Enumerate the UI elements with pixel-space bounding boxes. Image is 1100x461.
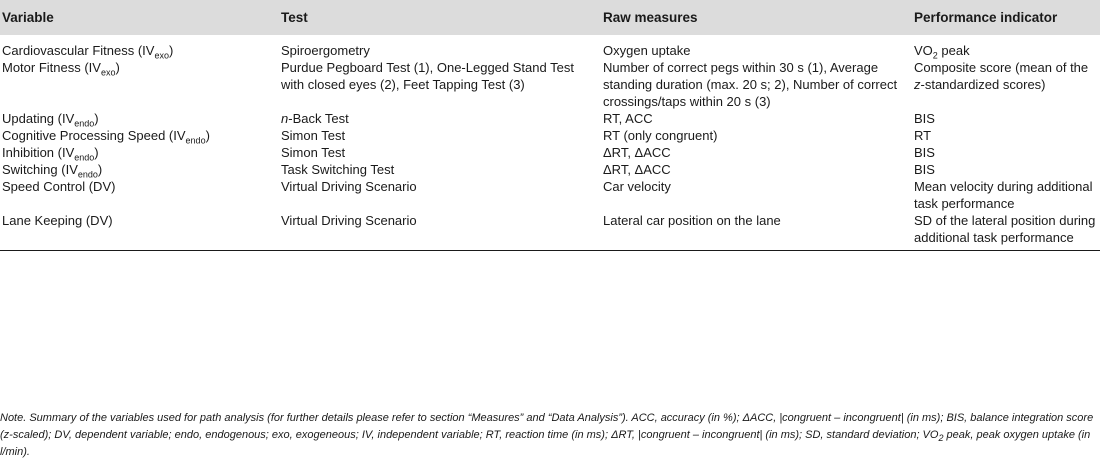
note-subscript: 2 [938, 433, 944, 444]
table-row [0, 144, 1100, 161]
cell-variable [0, 161, 279, 178]
cell-text: Switching (IV [2, 162, 78, 177]
cell-variable [0, 35, 279, 59]
cell-text-end: -standardized scores) [920, 77, 1046, 92]
header-performance-indicator: Performance indicator [912, 0, 1100, 35]
cell-text: ΔRT, ΔACC [603, 145, 671, 160]
table-body [0, 35, 1100, 251]
cell-raw-measures [601, 161, 912, 178]
cell-text: BIS [914, 162, 935, 177]
cell-text: Composite score (mean of the [914, 60, 1089, 75]
cell-variable [0, 212, 279, 251]
header-raw-measures: Raw measures [601, 0, 912, 35]
cell-text: SD of the lateral position during additional task performance [914, 213, 1096, 245]
cell-text: Virtual Driving Scenario [281, 179, 417, 194]
cell-variable [0, 127, 279, 144]
cell-test [279, 144, 601, 161]
cell-test [279, 178, 601, 212]
cell-text: Purdue Pegboard Test (1), One-Legged Stand Test with closed eyes (2), Feet Tapping Test (3) [281, 60, 574, 92]
cell-text: Number of correct pegs within 30 s (1), Average standing duration (max. 20 s; 2), Number of correct crossings/taps within 20 s (3) [603, 60, 898, 109]
note-text: Note. Summary of the variables used for path analysis (for further details please refer to section “Measures” and “Data Analysis”). ACC, accuracy (in %); ΔACC, |congruent – incongruent| (in ms); BIS, balance integration score (z-scaled); DV, dependent variable; endo, endogenous; exo, exogeneous; IV, independent variable; RT, reaction time (in ms); ΔRT, |congruent – incongruent| (in ms); SD, standard deviation; VO [0, 412, 1094, 441]
cell-text-end: ) [94, 145, 99, 160]
cell-text: RT, ACC [603, 111, 653, 126]
table-row [0, 59, 1100, 110]
cell-test [279, 212, 601, 251]
cell-text: Mean velocity during additional task performance [914, 179, 1093, 211]
cell-performance-indicator [912, 161, 1100, 178]
header-row [0, 0, 1100, 35]
cell-subscript: endo [77, 169, 98, 180]
cell-raw-measures [601, 127, 912, 144]
cell-text-end: peak [937, 43, 970, 58]
cell-text: Speed Control (DV) [2, 179, 116, 194]
cell-performance-indicator [912, 144, 1100, 161]
cell-subscript: 2 [932, 50, 938, 61]
cell-test [279, 161, 601, 178]
cell-test [279, 59, 601, 110]
cell-text: Cardiovascular Fitness (IV [2, 43, 155, 58]
cell-text-end: ) [97, 162, 103, 177]
cell-text: Simon Test [281, 128, 346, 143]
cell-text: RT [914, 128, 932, 143]
cell-variable [0, 110, 279, 127]
cell-raw-measures [601, 59, 912, 110]
table-row [0, 110, 1100, 127]
cell-text: Task Switching Test [281, 162, 395, 177]
cell-raw-measures [601, 144, 912, 161]
cell-subscript: endo [74, 118, 95, 129]
cell-text: Spiroergometry [281, 43, 370, 58]
cell-text: Inhibition (IV [2, 145, 75, 160]
note-text-end: peak, peak oxygen uptake (in l/min). [0, 429, 1091, 458]
cell-text-end: ) [115, 60, 120, 75]
cell-performance-indicator [912, 59, 1100, 110]
cell-text: Updating (IV [2, 111, 75, 126]
cell-text-end: -Back Test [288, 111, 349, 126]
cell-test [279, 127, 601, 144]
table-row [0, 35, 1100, 59]
cell-text: Lateral car position on the lane [603, 213, 781, 228]
table-row [0, 127, 1100, 144]
cell-italic-text: n [281, 111, 289, 126]
cell-test [279, 35, 601, 59]
cell-text: BIS [914, 145, 935, 160]
cell-italic-text: z [914, 77, 921, 92]
cell-text: Motor Fitness (IV [2, 60, 101, 75]
table-row [0, 178, 1100, 212]
cell-text: Cognitive Processing Speed (IV [2, 128, 186, 143]
cell-subscript: endo [74, 152, 95, 163]
table-row [0, 212, 1100, 251]
cell-performance-indicator [912, 35, 1100, 59]
cell-performance-indicator [912, 212, 1100, 251]
cell-text-end: ) [94, 111, 99, 126]
cell-variable [0, 59, 279, 110]
cell-variable [0, 178, 279, 212]
cell-text: ΔRT, ΔACC [603, 162, 671, 177]
table-note [0, 410, 1100, 461]
cell-raw-measures [601, 110, 912, 127]
cell-text-end: ) [205, 128, 210, 143]
cell-variable [0, 144, 279, 161]
cell-raw-measures [601, 35, 912, 59]
cell-subscript: exo [154, 50, 169, 61]
cell-test [279, 110, 601, 127]
cell-subscript: exo [100, 67, 116, 78]
cell-subscript: endo [185, 135, 206, 146]
cell-text: Simon Test [281, 145, 346, 160]
cell-performance-indicator [912, 110, 1100, 127]
cell-raw-measures [601, 178, 912, 212]
cell-text: Car velocity [603, 179, 671, 194]
cell-text: Oxygen uptake [603, 43, 691, 58]
cell-text: RT (only congruent) [603, 128, 718, 143]
cell-text: BIS [914, 111, 935, 126]
cell-text-end: ) [168, 43, 174, 58]
cell-text: Lane Keeping (DV) [2, 213, 113, 228]
header-variable: Variable [0, 0, 279, 35]
cell-performance-indicator [912, 127, 1100, 144]
cell-text: Virtual Driving Scenario [281, 213, 417, 228]
table-row [0, 161, 1100, 178]
cell-performance-indicator [912, 178, 1100, 212]
cell-raw-measures [601, 212, 912, 251]
header-test: Test [279, 0, 601, 35]
cell-text: VO [914, 43, 933, 58]
